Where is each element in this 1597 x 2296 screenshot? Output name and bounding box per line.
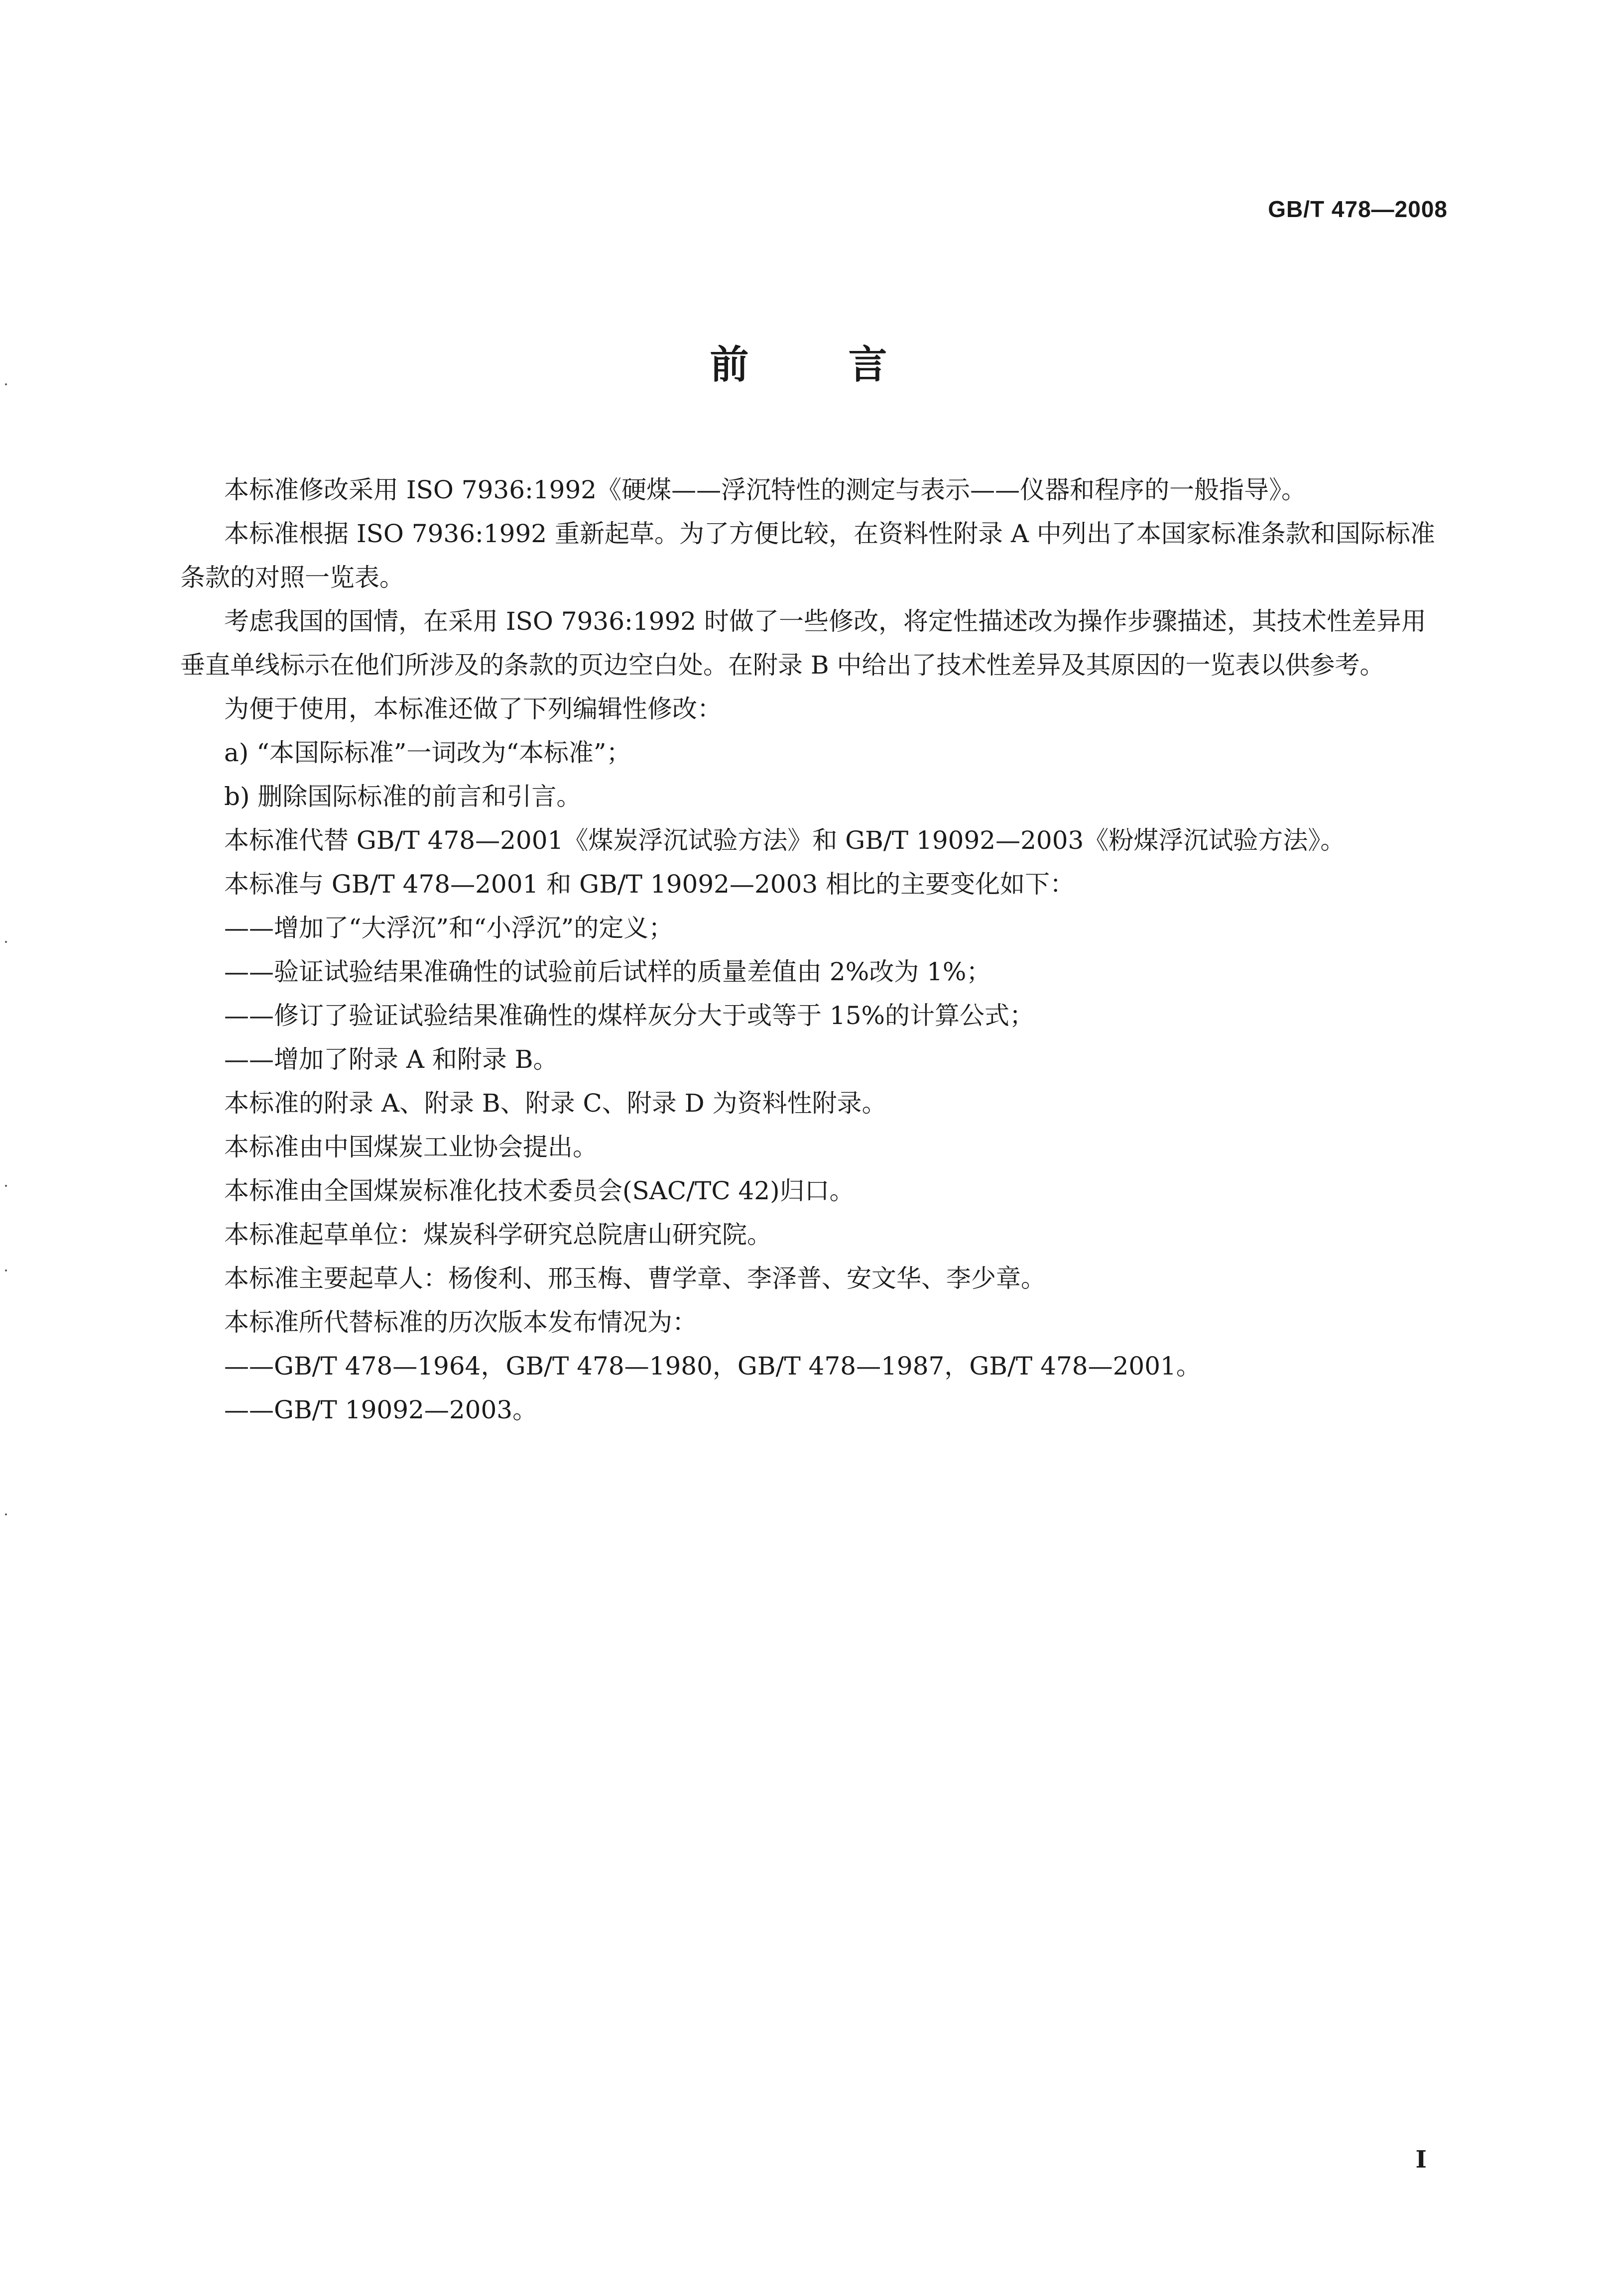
- scan-mark: [5, 1185, 7, 1187]
- list-item-b: b) 删除国际标准的前言和引言。: [224, 782, 582, 811]
- page-number: I: [1415, 2146, 1427, 2174]
- scan-mark: [5, 941, 7, 943]
- page-title: 前言: [710, 343, 987, 387]
- paragraph-history-intro: 本标准所代替标准的历次版本发布情况为：: [224, 1308, 697, 1337]
- paragraph-drafters: 本标准主要起草人：杨俊利、邢玉梅、曹学章、李泽普、安文华、李少章。: [224, 1264, 1046, 1293]
- paragraph-adoption: 本标准修改采用 ISO 7936:1992《硬煤——浮沉特性的测定与表示——仪器和程序的一般指导》。: [224, 475, 1307, 504]
- scan-mark: [5, 1269, 7, 1271]
- standard-code: GB/T 478—2008: [1268, 196, 1448, 222]
- change-item-1: ——增加了“大浮沉”和“小浮沉”的定义；: [224, 914, 674, 942]
- list-item-a: a) “本国际标准”一词改为“本标准”；: [224, 738, 631, 767]
- scan-mark: [5, 1513, 7, 1515]
- change-item-3: ——修订了验证试验结果准确性的煤样灰分大于或等于 15%的计算公式；: [224, 1001, 1035, 1030]
- paragraph-proposed-by: 本标准由中国煤炭工业协会提出。: [224, 1133, 598, 1161]
- paragraph-redraft: 本标准根据 ISO 7936:1992 重新起草。为了方便比较，在资料性附录 A 中列出了本国家标准条款和国际标准条款的对照一览表。: [180, 519, 1435, 592]
- foreword-body: [180, 468, 1450, 1432]
- scan-mark: [5, 383, 7, 385]
- change-item-4: ——增加了附录 A 和附录 B。: [224, 1045, 558, 1074]
- history-item-1: ——GB/T 478—1964，GB/T 478—1980，GB/T 478—1987，GB/T 478—2001。: [224, 1352, 1201, 1380]
- paragraph-replaces: 本标准代替 GB/T 478—2001《煤炭浮沉试验方法》和 GB/T 19092—2003《粉煤浮沉试验方法》。: [224, 826, 1346, 855]
- paragraph-drafting-unit: 本标准起草单位：煤炭科学研究总院唐山研究院。: [224, 1220, 772, 1249]
- change-item-2: ——验证试验结果准确性的试验前后试样的质量差值由 2%改为 1%；: [224, 957, 991, 986]
- paragraph-annexes: 本标准的附录 A、附录 B、附录 C、附录 D 为资料性附录。: [224, 1089, 887, 1118]
- paragraph-modifications: 考虑我国的国情，在采用 ISO 7936:1992 时做了一些修改，将定性描述改为操作步骤描述，其技术性差异用垂直单线标示在他们所涉及的条款的页边空白处。在附录 B 中给出了技术性差异及其原因的一览表以供参考。: [180, 607, 1427, 680]
- paragraph-changes-intro: 本标准与 GB/T 478—2001 和 GB/T 19092—2003 相比的主要变化如下：: [224, 870, 1075, 899]
- paragraph-editorial-intro: 为便于使用，本标准还做了下列编辑性修改：: [224, 694, 722, 723]
- history-item-2: ——GB/T 19092—2003。: [224, 1395, 538, 1424]
- paragraph-centralized-by: 本标准由全国煤炭标准化技术委员会(SAC/TC 42)归口。: [224, 1176, 855, 1205]
